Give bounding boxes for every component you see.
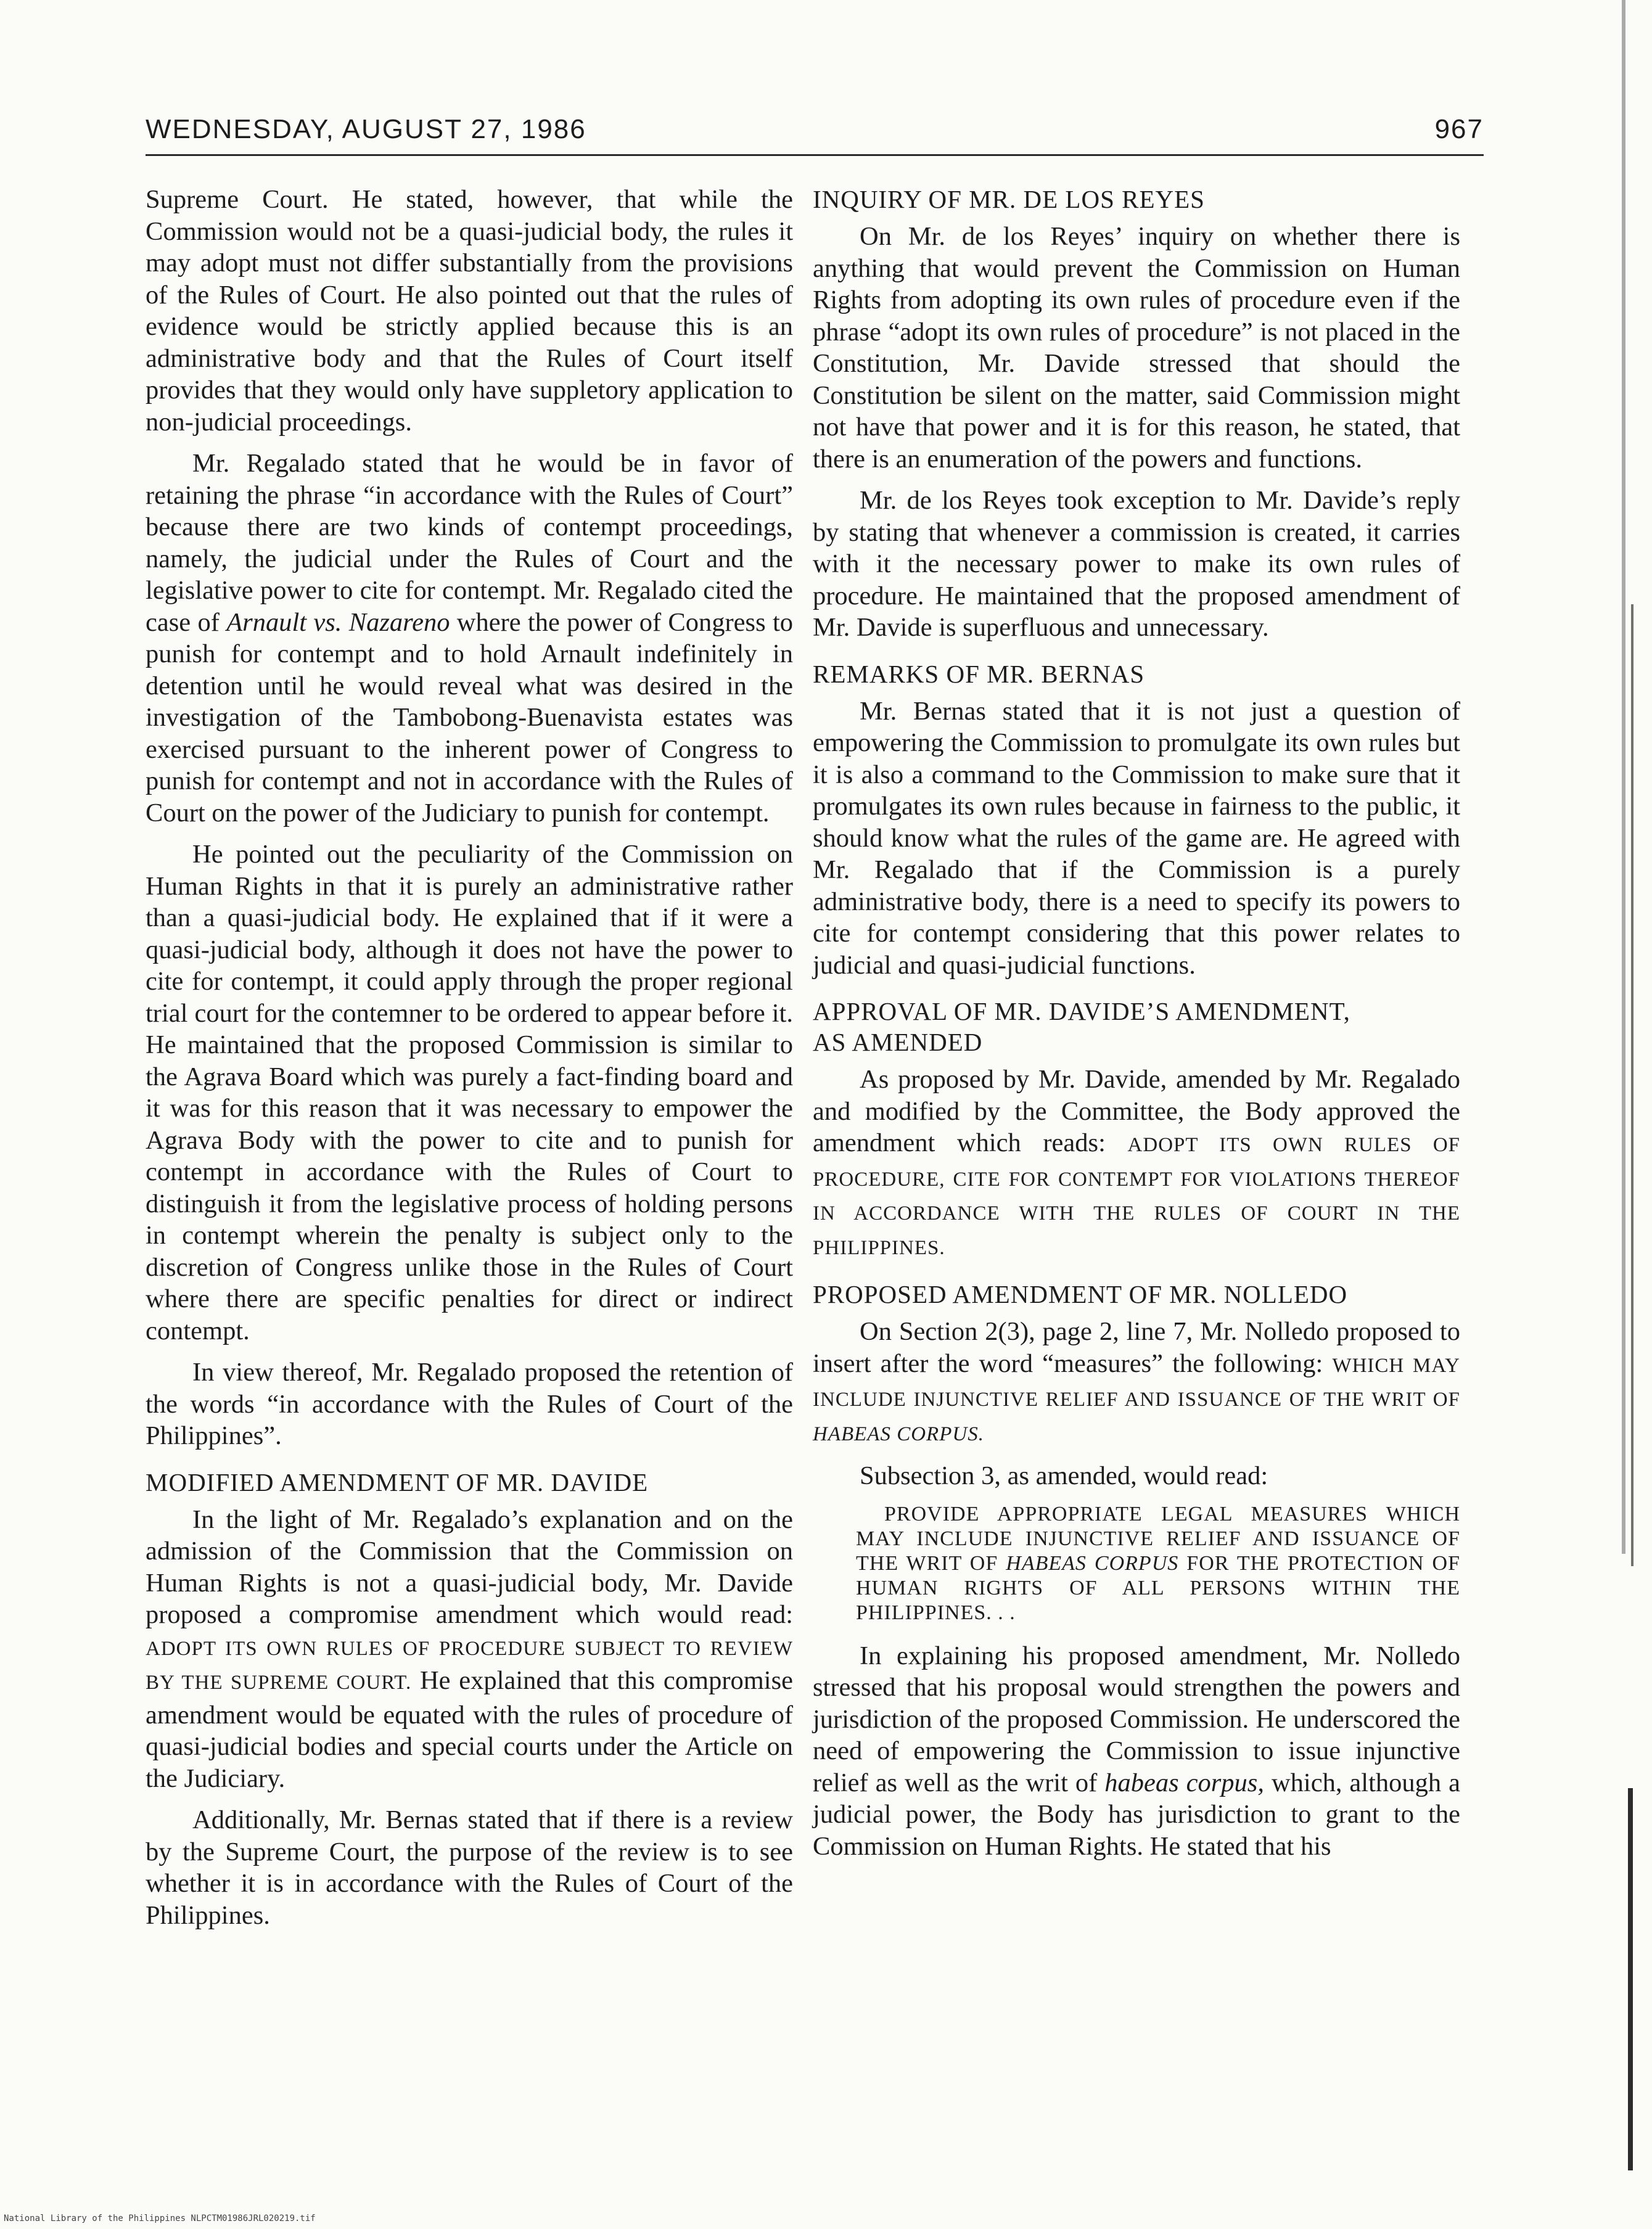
scan-edge-mark bbox=[1622, 0, 1625, 1554]
writ-name: HABEAS CORPUS. bbox=[813, 1422, 984, 1445]
amendment-text: WHICH MAY INCLUDE INJUNCTIVE RELIEF AND ISSUANCE OF THE WRIT OF bbox=[813, 1354, 1460, 1411]
paragraph: In the light of Mr. Regalado’s explanation and on the admission of the Commission that the Commission on Human Rights is not a quasi-judicial body, Mr. Davide proposed a compromise amendment which would read: ADOPT ITS OWN RULES OF PROCEDURE SUBJECT TO REVIEW BY THE SUPREME COURT. He explained that this compromise amendment would be equated with the rules of procedure of quasi-judicial bodies and special courts under the Article on the Judiciary. bbox=[146, 1504, 793, 1793]
scan-edge-mark bbox=[1631, 604, 1634, 1566]
page-number: 967 bbox=[1434, 114, 1484, 144]
paragraph: As proposed by Mr. Davide, amended by Mr. Regalado and modified by the Committee, the Body approved the amendment which reads: ADOPT ITS OWN RULES OF PROCEDURE, CITE FOR CONTEMPT FOR VIOLATIONS THEREOF IN ACCORDANCE WITH THE RULES OF COURT IN THE PHILIPPINES. bbox=[813, 1065, 1460, 1259]
paragraph: Additionally, Mr. Bernas stated that if there is a review by the Supreme Court, the purpose of the review is to see whether it is in accordance with the Rules of Court of the Philippines. bbox=[146, 1805, 793, 1930]
paragraph: In view thereof, Mr. Regalado proposed the retention of the words “in accordance with the Rules of Court of the Philippines”. bbox=[146, 1358, 793, 1450]
section-heading: INQUIRY OF MR. DE LOS REYES bbox=[813, 185, 1205, 213]
paragraph: Mr. de los Reyes took exception to Mr. Davide’s reply by stating that whenever a commission is created, it carries with it the necessary power to make its own rules of procedure. He maintained that the proposed amendment of Mr. Davide is superfluous and unnecessary. bbox=[813, 486, 1460, 642]
section-heading: MODIFIED AMENDMENT OF MR. DAVIDE bbox=[146, 1468, 649, 1496]
paragraph: Subsection 3, as amended, would read: bbox=[860, 1461, 1268, 1490]
case-citation: Arnault vs. Nazareno bbox=[226, 607, 450, 637]
header-date: WEDNESDAY, AUGUST 27, 1986 bbox=[146, 114, 586, 144]
section-heading: APPROVAL OF MR. DAVIDE’S AMENDMENT, AS AMENDED bbox=[813, 997, 1350, 1056]
amendment-text: ADOPT ITS OWN RULES OF PROCEDURE, CITE FOR CONTEMPT FOR VIOLATIONS THEREOF IN ACCORDANCE WITH THE RULES OF COURT IN THE PHILIPPINES. bbox=[813, 1134, 1460, 1259]
section-heading: REMARKS OF MR. BERNAS bbox=[813, 659, 1145, 688]
paragraph: On Mr. de los Reyes’ inquiry on whether there is anything that would prevent the Commission on Human Rights from adopting its own rules of procedure even if the phrase “adopt its own rules of procedure” is not placed in the Constitution, Mr. Davide stressed that should the Constitution be silent on the matter, said Commission might not have that power and it is for this reason, he stated, that there is an enumeration of the powers and functions. bbox=[813, 222, 1460, 474]
paragraph: On Section 2(3), page 2, line 7, Mr. Nolledo proposed to insert after the word “measures” the following: WHICH MAY INCLUDE INJUNCTIVE RELIEF AND ISSUANCE OF THE WRIT OF HABEAS CORPUS. bbox=[813, 1317, 1460, 1445]
left-column bbox=[146, 184, 793, 1941]
paragraph: Mr. Regalado stated that he would be in favor of retaining the phrase “in accordance with the Rules of Court” because there are two kinds of contempt proceedings, namely, the judicial under the Rules of Court and the legislative power to cite for contempt. Mr. Regalado cited the case of Arnault vs. Nazareno where the power of Congress to punish for contempt and to hold Arnault indefinitely in detention until he would reveal what was desired in the investigation of the Tambobong-Buenavista estates was exercised pursuant to the inherent power of Congress to punish for contempt and not in accordance with the Rules of Court on the power of the Judiciary to punish for contempt. bbox=[146, 449, 794, 827]
right-column bbox=[813, 184, 1460, 1872]
paragraph: He pointed out the peculiarity of the Commission on Human Rights in that it is purely an administrative rather than a quasi-judicial body. He explained that if it were a quasi-judicial body, although it does not have the power to cite for contempt, it could apply through the proper regional trial court for the contemner to be ordered to appear before it. He maintained that the proposed Commission is similar to the Agrava Board which was purely a fact-finding board and it was for this reason that it was necessary to empower the Agrava Body with the power to cite and to punish for contempt in accordance with the Rules of Court to distinguish it from the legislative process of holding persons in contempt wherein the penalty is subject only to the discretion of Congress unlike those in the Rules of Court where there are specific penalties for direct or indirect contempt. bbox=[146, 840, 793, 1345]
paragraph: In explaining his proposed amendment, Mr. Nolledo stressed that his proposal would strengthen the powers and jurisdiction of the proposed Commission. He underscored the need of empowering the Commission to issue injunctive relief as well as the writ of habeas corpus, which, although a judicial power, the Body has jurisdiction to grant to the Commission on Human Rights. He stated that his bbox=[813, 1641, 1460, 1861]
scan-edge-mark bbox=[1628, 1788, 1633, 2170]
paragraph: Mr. Bernas stated that it is not just a question of empowering the Commission to promulgate its own rules but it is also a command to the Commission to make sure that it promulgates its own rules because in fairness to the public, it should know what the rules of the game are. He agreed with Mr. Regalado that if the Commission is a purely administrative body, there is a need to specify its powers to cite for contempt considering that this power relates to judicial and quasi-judicial functions. bbox=[813, 696, 1460, 980]
paragraph: Supreme Court. He stated, however, that while the Commission would not be a quasi-judicial body, the rules it may adopt must not differ substantially from the provisions of the Rules of Court. He also pointed out that the rules of evidence would be strictly applied because this is an administrative body and that the Rules of Court itself provides that they would only have suppletory application to non-judicial proceedings. bbox=[146, 185, 793, 437]
header-rule bbox=[146, 154, 1484, 156]
quoted-subsection: PROVIDE APPROPRIATE LEGAL MEASURES WHICH MAY INCLUDE INJUNCTIVE RELIEF AND ISSUANCE OF THE WRIT OF HABEAS CORPUS FOR THE PROTECTION OF HUMAN RIGHTS OF ALL PERSONS WITHIN THE PHILIPPINES. . . bbox=[856, 1502, 1461, 1624]
page-header bbox=[146, 114, 1484, 157]
amendment-text: ADOPT ITS OWN RULES OF PROCEDURE SUBJECT TO REVIEW BY THE SUPREME COURT. bbox=[146, 1637, 793, 1694]
section-heading: PROPOSED AMENDMENT OF MR. NOLLEDO bbox=[813, 1280, 1348, 1308]
scan-footer: National Library of the Philippines NLPCTM01986JRL020219.tif bbox=[4, 2214, 316, 2223]
